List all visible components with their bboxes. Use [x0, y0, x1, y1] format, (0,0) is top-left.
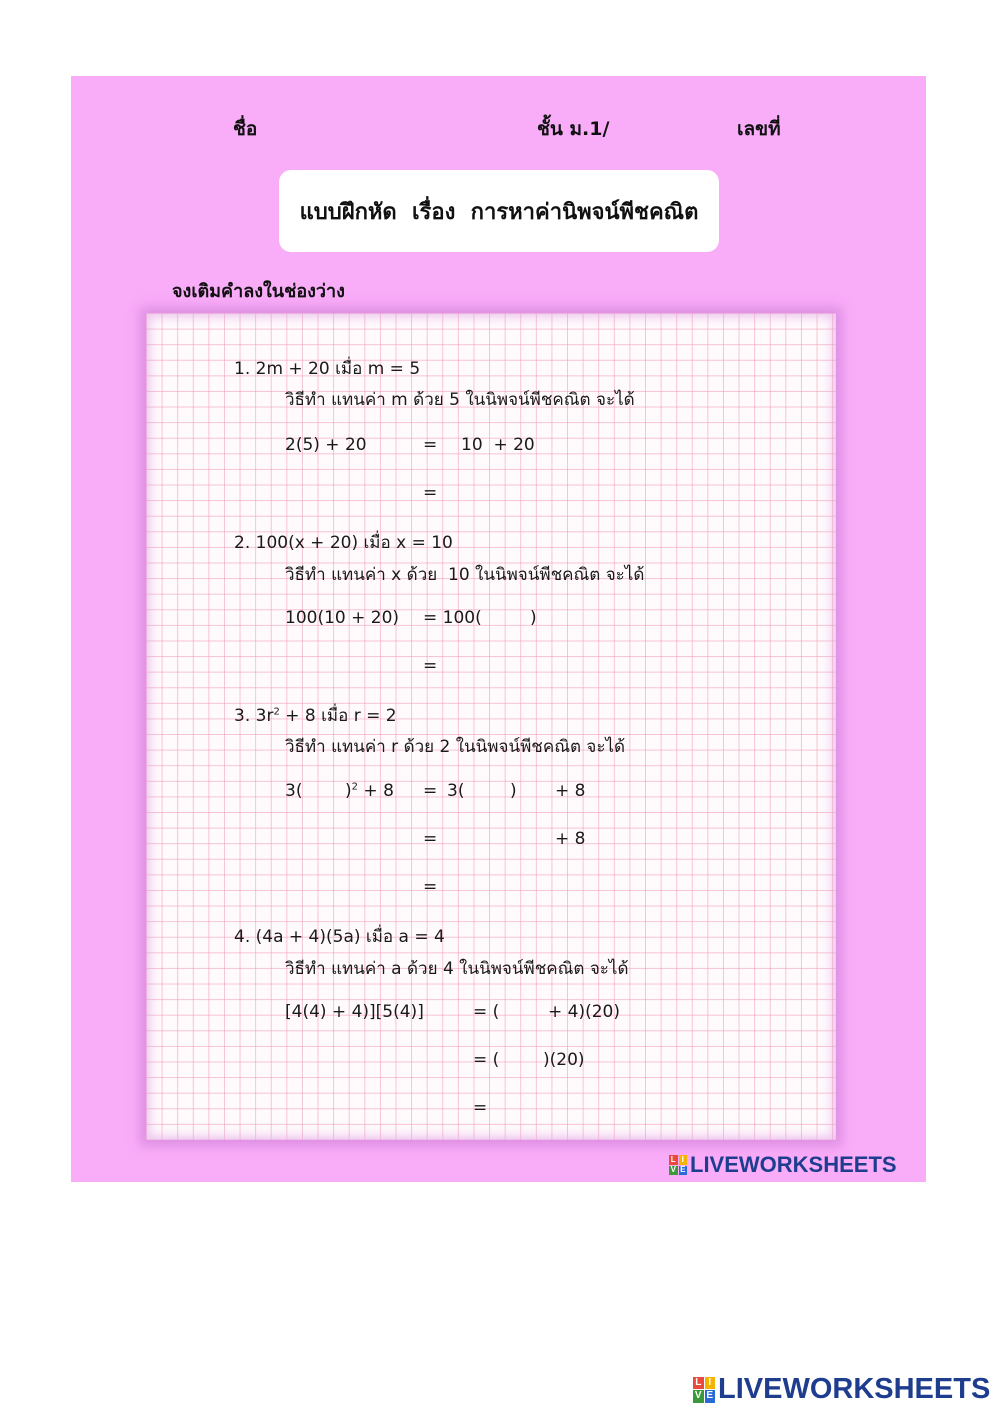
problem-3-line1-plus: + 8 — [555, 781, 586, 801]
problem-3-line2-eq: = — [423, 829, 438, 849]
problem-2-line2-eq: = — [423, 656, 438, 676]
liveworksheets-logo-icon — [669, 1155, 687, 1175]
problem-1-line1-right: 10 + 20 — [461, 435, 535, 455]
problem-3-line1-left-exponent: 2 — [351, 781, 359, 793]
problem-3-line3-eq: = — [423, 877, 438, 897]
problem-3-line1-mid-open: 3( — [447, 781, 465, 801]
problem-1-line1-eq: = — [423, 435, 438, 455]
logo-letter-l: L — [670, 1154, 676, 1164]
problem-3-question-rest: + 8 เมื่อ r = 2 — [279, 706, 397, 726]
logo-letter-v: V — [694, 1390, 702, 1402]
liveworksheets-logo-icon — [693, 1377, 715, 1403]
problem-3-line1-left-plus: + 8 — [358, 781, 394, 801]
logo-letter-e: E — [706, 1390, 714, 1402]
liveworksheets-brand-inner — [669, 1152, 897, 1178]
problem-1-question: 1. 2m + 20 เมื่อ m = 5 — [234, 359, 421, 379]
logo-letter-l: L — [693, 1377, 704, 1390]
worksheet-title: แบบฝึกหัด เรื่อง การหาค่านิพจน์พีชคณิต — [299, 199, 699, 225]
logo-letter-v: V — [670, 1165, 676, 1175]
problem-3-line1-left-paren: ) — [345, 781, 352, 801]
liveworksheets-brand-footer — [693, 1373, 990, 1406]
title-box — [279, 170, 719, 252]
class-label: ชั้น ม.1/ — [537, 118, 610, 140]
problem-3-question — [234, 702, 397, 729]
problem-4-question: 4. (4a + 4)(5a) เมื่อ a = 4 — [234, 927, 445, 947]
problem-2-line1-left: 100(10 + 20) — [285, 608, 400, 628]
problem-3-line1-left-close — [345, 781, 394, 801]
problem-3-method: วิธีทำ แทนค่า r ด้วย 2 ในนิพจน์พีชคณิต จะได้ — [285, 737, 626, 757]
problem-1-method: วิธีทำ แทนค่า m ด้วย 5 ในนิพจน์พีชคณิต จะได้ — [285, 390, 635, 410]
student-number-label: เลขที่ — [737, 118, 781, 140]
problem-4-line3-eq: = — [473, 1098, 488, 1118]
problem-3-line1-left-open: 3( — [285, 781, 303, 801]
instruction-text: จงเติมคำลงในช่องว่าง — [172, 281, 345, 302]
problem-4-line1-right-open: = ( — [473, 1002, 500, 1022]
problem-4-method: วิธีทำ แทนค่า a ด้วย 4 ในนิพจน์พีชคณิต จะได้ — [285, 959, 629, 979]
problem-1-line1-left: 2(5) + 20 — [285, 435, 367, 455]
brand-name: LIVEWORKSHEETS — [718, 1373, 991, 1405]
problem-2-line1-right-open: = 100( — [423, 608, 482, 628]
logo-letter-i: I — [679, 1155, 688, 1165]
problem-3-question-exponent: 2 — [273, 706, 280, 718]
problem-1-line2-eq: = — [423, 483, 438, 503]
problem-2-method: วิธีทำ แทนค่า x ด้วย 10 ในนิพจน์พีชคณิต จะได้ — [285, 565, 645, 585]
name-label: ชื่อ — [233, 118, 258, 140]
problem-3-line1-mid-close: ) — [510, 781, 517, 801]
problem-4-line1-right-rest: + 4)(20) — [548, 1002, 620, 1022]
problem-4-line1-left: [4(4) + 4)][5(4)] — [285, 1002, 424, 1022]
problem-4-line2-rest: )(20) — [543, 1050, 585, 1070]
problem-3-question-base: 3. 3r — [234, 706, 274, 726]
brand-name: LIVEWORKSHEETS — [690, 1152, 897, 1177]
logo-letter-e: E — [680, 1165, 686, 1175]
problem-2-question: 2. 100(x + 20) เมื่อ x = 10 — [234, 533, 453, 553]
problem-2-line1-right-close: ) — [530, 608, 537, 628]
problem-3-line1-eq: = — [423, 781, 438, 801]
problem-3-line2-plus: + 8 — [555, 829, 586, 849]
logo-letter-i: I — [705, 1377, 716, 1390]
problem-4-line2-open: = ( — [473, 1050, 500, 1070]
